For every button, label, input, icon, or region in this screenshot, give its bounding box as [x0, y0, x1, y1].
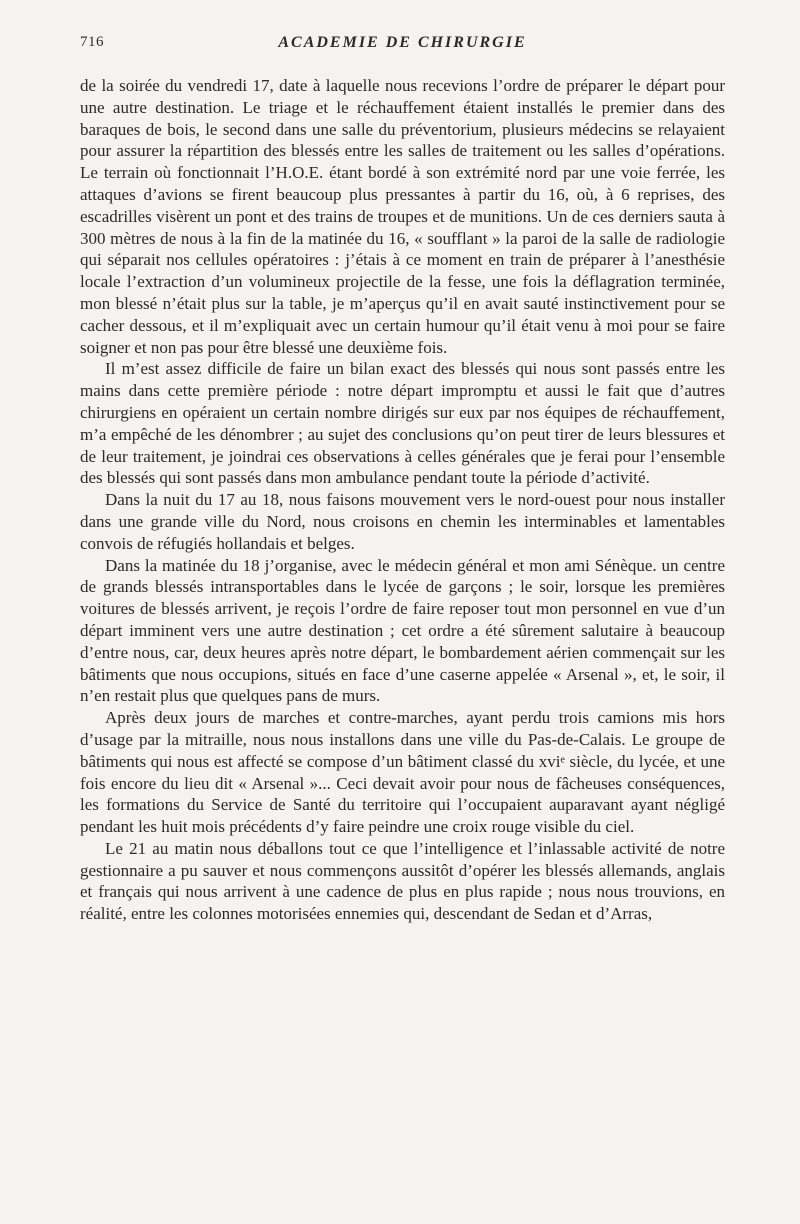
running-title: ACADEMIE DE CHIRURGIE	[278, 34, 527, 51]
body-text	[80, 75, 725, 925]
paragraph: Dans la nuit du 17 au 18, nous faisons mouvement vers le nord-ouest pour nous installer dans une grande ville du Nord, nous croisons en chemin les interminables et lamentables convois de réfugiés hollandais et belges.	[80, 490, 725, 553]
page-header	[80, 34, 725, 56]
paragraph: Après deux jours de marches et contre-marches, ayant perdu trois camions mis hors d’usage par la mitraille, nous nous installons dans une ville du Pas-de-Calais. Le groupe de bâtiments qui nous est affecté se compose d’un bâtiment classé du xviᵉ siècle, du lycée, et une fois encore du lieu dit « Arsenal »... Ceci devait avoir pour nous de fâcheuses conséquences, les formations du Service de Santé du territoire qui l’occupaient auparavant ayant négligé pendant les huit mois précédents d’y faire peindre une croix rouge visible du ciel.	[80, 708, 725, 837]
paragraph: Le 21 au matin nous déballons tout ce que l’intelligence et l’inlassable activité de notre gestionnaire a pu sauver et nous commençons aussitôt d’opérer les blessés allemands, anglais et français qui nous arrivent à une cadence de plus en plus rapide ; nous nous trouvions, en réalité, entre les colonnes motorisées ennemies qui, descendant de Sedan et d’Arras,	[80, 838, 725, 924]
paragraph: Il m’est assez difficile de faire un bilan exact des blessés qui nous sont passés entre les mains dans cette première période : notre départ impromptu et aussi le fait que d’autres chirurgiens en opéraient un certain nombre dirigés sur eux par nos équipes de réchauffement, m’a empêché de les dénombrer ; au sujet des conclusions qu’on peut tirer de leurs blessures et de leur traitement, je joindrai ces observations à celles générales que je ferai pour l’ensemble des blessés qui sont passés dans mon ambulance pendant toute la période d’activité.	[80, 359, 725, 488]
paragraph: de la soirée du vendredi 17, date à laquelle nous recevions l’ordre de préparer le départ pour une autre destination. Le triage et le réchauffement étaient installés le premier dans des baraques de bois, le second dans une salle du préventorium, plusieurs médecins se relayaient pour assurer la répartition des blessés entre les salles de traitement ou les salles d’opérations. Le terrain où fonctionnait l’H.O.E. étant bordé à son extrémité nord par une voie ferrée, les attaques d’avions se firent beaucoup plus pressantes à partir du 16, où, à 6 reprises, des escadrilles visèrent un pont et des trains de troupes et de munitions. Un de ces derniers sauta à 300 mètres de nous à la fin de la matinée du 16, « soufflant » la paroi de la salle de radiologie qui séparait nos cellules opératoires : j’étais à ce moment en train de préparer à l’anesthésie locale l’extraction d’un volumineux projectile de la fesse, une fois la déflagration terminée, mon blessé n’était plus sur la table, je m’aperçus qu’il en avait sauté instinctivement pour se cacher dessous, et il m’expliquait avec un certain humour qu’il était venu à moi pour se faire soigner et non pas pour être blessé une deuxième fois.	[80, 76, 725, 357]
page-number: 716	[80, 34, 104, 50]
paragraph: Dans la matinée du 18 j’organise, avec le médecin général et mon ami Sénèque. un centre de grands blessés intransportables dans le lycée de garçons ; le soir, lorsque les premières voitures de blessés arrivent, je reçois l’ordre de faire reposer tout mon personnel en vue d’un départ imminent vers une autre destination ; cet ordre a été sûrement salutaire à beaucoup d’entre nous, car, deux heures après notre départ, le bombardement aérien commençait sur les bâtiments que nous occupions, situés en face d’une caserne appelée « Arsenal », et, le soir, il n’en restait plus que quelques pans de murs.	[80, 555, 725, 706]
